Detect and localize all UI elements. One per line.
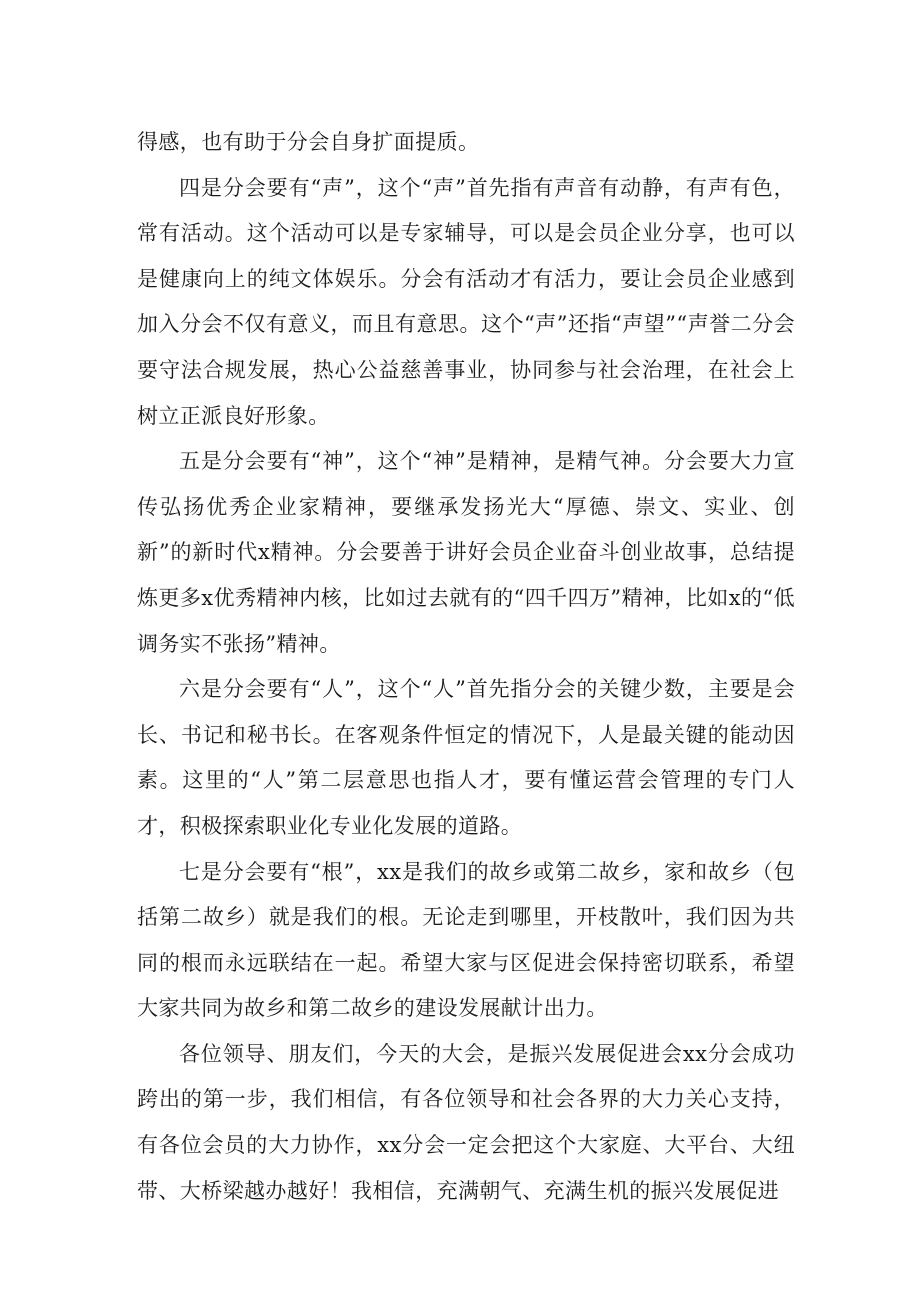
paragraph-people: 六是分会要有“人”，这个“人”首先指分会的关键少数，主要是会长、书记和秘书长。在客观条件恒定的情况下，人是最关键的能动因素。这里的“人”第二层意思也指人才，要有懂运营会管理的专门人才，积极探索职业化专业化发展的道路。 <box>137 677 795 838</box>
paragraph-sound: 四是分会要有“声”，这个“声”首先指有声音有动静，有声有色，常有活动。这个活动可以是专家辅导，可以是会员企业分享，也可以是健康向上的纯文体娱乐。分会有活动才有活力，要让会员企业感到加入分会不仅有意义，而且有意思。这个“声”还指“声望”“声誉二分会要守法合规发展，热心公益慈善事业，协同参与社会治理，在社会上树立正派良好形象。 <box>137 175 795 428</box>
document-body <box>137 120 795 1214</box>
paragraph-spirit: 五是分会要有“神”，这个“神”是精神，是精气神。分会要大力宣传弘扬优秀企业家精神，要继承发扬光大“厚德、崇文、实业、创新”的新时代x精神。分会要善于讲好会员企业奋斗创业故事，总结提炼更多x优秀精神内核，比如过去就有的“四千四万”精神，比如x的“低调务实不张扬”精神。 <box>137 449 795 656</box>
paragraph-closing: 各位领导、朋友们，今天的大会，是振兴发展促进会xx分会成功跨出的第一步，我们相信，有各位领导和社会各界的大力关心支持，有各位会员的大力协作，xx分会一定会把这个大家庭、大平台、大纽带、大桥梁越办越好！我相信，充满朝气、充满生机的振兴发展促进 <box>137 1041 795 1203</box>
paragraph-continuation: 得感，也有助于分会自身扩面提质。 <box>137 130 480 154</box>
paragraph-roots: 七是分会要有“根”，xx是我们的故乡或第二故乡，家和故乡（包括第二故乡）就是我们的根。无论走到哪里，开枝散叶，我们因为共同的根而永远联结在一起。希望大家与区促进会保持密切联系，希望大家共同为故乡和第二故乡的建设发展献计出力。 <box>137 859 795 1021</box>
